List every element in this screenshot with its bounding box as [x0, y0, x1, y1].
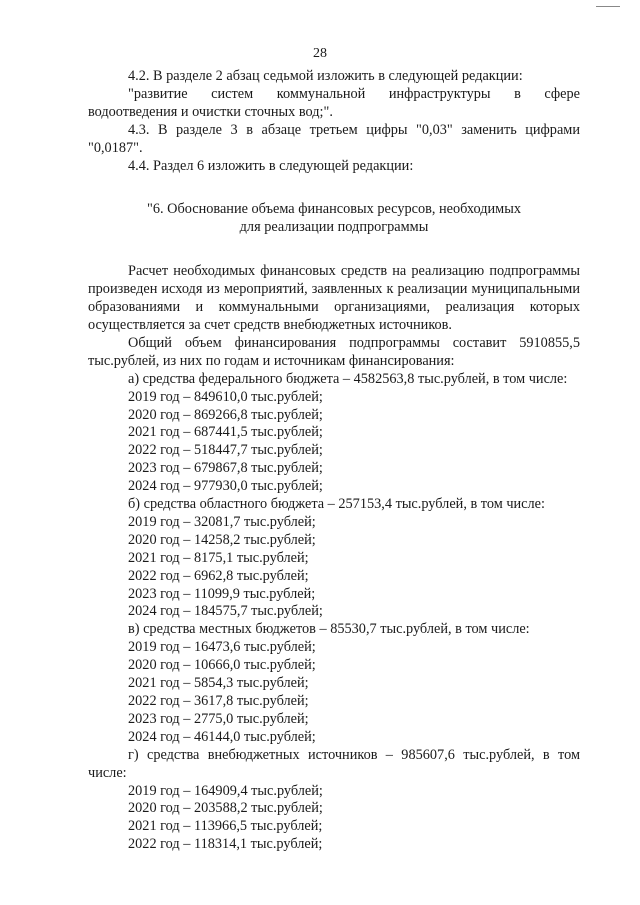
funding-year-item: 2022 год – 518447,7 тыс.рублей; — [128, 442, 323, 459]
funding-sections — [88, 371, 580, 854]
funding-source-title: а) средства федерального бюджета – 4582563,8 тыс.рублей, в том числе: — [128, 370, 568, 387]
section-heading-line-2: для реализации подпрограммы — [239, 219, 429, 236]
funding-year-item: 2021 год – 5854,3 тыс.рублей; — [128, 675, 309, 692]
funding-year-item: 2023 год – 2775,0 тыс.рублей; — [128, 710, 309, 727]
scan-mark — [596, 6, 620, 15]
funding-year-item: 2020 год – 869266,8 тыс.рублей; — [128, 406, 323, 423]
funding-year-item: 2024 год – 46144,0 тыс.рублей; — [128, 728, 316, 745]
funding-year-item: 2020 год – 14258,2 тыс.рублей; — [128, 531, 316, 548]
intro-paragraph-4: 4.4. Раздел 6 изложить в следующей редакции: — [128, 157, 414, 174]
funding-year-item: 2019 год – 164909,4 тыс.рублей; — [128, 782, 323, 799]
funding-year-item: 2020 год – 10666,0 тыс.рублей; — [128, 657, 316, 674]
total-funding-paragraph: Общий объем финансирования подпрограммы составит 5910855,5 тыс.рублей, из них по годам и источникам финансирования: — [88, 334, 580, 369]
funding-year-item: 2021 год – 113966,5 тыс.рублей; — [128, 818, 323, 835]
funding-year-item: 2020 год – 203588,2 тыс.рублей; — [128, 800, 323, 817]
intro-paragraph-3-line-2: "0,0187". — [88, 139, 143, 156]
page-content — [88, 68, 580, 854]
funding-year-item: 2022 год – 118314,1 тыс.рублей; — [128, 836, 323, 853]
funding-year-item: 2021 год – 687441,5 тыс.рублей; — [128, 424, 323, 441]
funding-year-item: 2022 год – 3617,8 тыс.рублей; — [128, 693, 309, 709]
funding-source-title: б) средства областного бюджета – 257153,4 тыс.рублей, в том числе: — [128, 496, 545, 513]
funding-year-item: 2024 год – 977930,0 тыс.рублей; — [128, 478, 323, 495]
funding-source-title: г) средства внебюджетных источников – 985607,6 тыс.рублей, в том числе: — [88, 746, 580, 781]
funding-year-item: 2021 год – 8175,1 тыс.рублей; — [128, 549, 309, 566]
funding-year-item: 2023 год – 11099,9 тыс.рублей; — [128, 585, 316, 602]
funding-year-item: 2024 год – 184575,7 тыс.рублей; — [128, 603, 323, 620]
intro-paragraph-2-line-2: водоотведения и очистки сточных вод;". — [88, 103, 333, 120]
page-number: 28 — [313, 46, 327, 61]
intro-paragraph-2-line-1: "развитие систем коммунальной инфраструктуры в сфере — [128, 85, 580, 102]
funding-year-item: 2019 год – 32081,7 тыс.рублей; — [128, 513, 316, 530]
intro-paragraph-1: 4.2. В разделе 2 абзац седьмой изложить в следующей редакции: — [128, 68, 523, 84]
funding-year-item: 2022 год – 6962,8 тыс.рублей; — [128, 567, 309, 584]
funding-source-title: в) средства местных бюджетов – 85530,7 тыс.рублей, в том числе: — [128, 621, 530, 638]
intro-paragraph-3-line-1: 4.3. В разделе 3 в абзаце третьем цифры "0,03" заменить цифрами — [128, 121, 580, 138]
section-heading-line-1: "6. Обоснование объема финансовых ресурсов, необходимых — [147, 201, 521, 218]
funding-year-item: 2019 год – 849610,0 тыс.рублей; — [128, 388, 323, 405]
funding-year-item: 2023 год – 679867,8 тыс.рублей; — [128, 460, 323, 477]
calculation-paragraph: Расчет необходимых финансовых средств на реализацию подпрограммы произведен исходя из мероприятий, заявленных к реализации муниципальными образованиями и коммунальными организациями, реализация которых осуществляется за счет средств внебюджетных источников. — [88, 263, 580, 333]
funding-year-item: 2019 год – 16473,6 тыс.рублей; — [128, 639, 316, 656]
